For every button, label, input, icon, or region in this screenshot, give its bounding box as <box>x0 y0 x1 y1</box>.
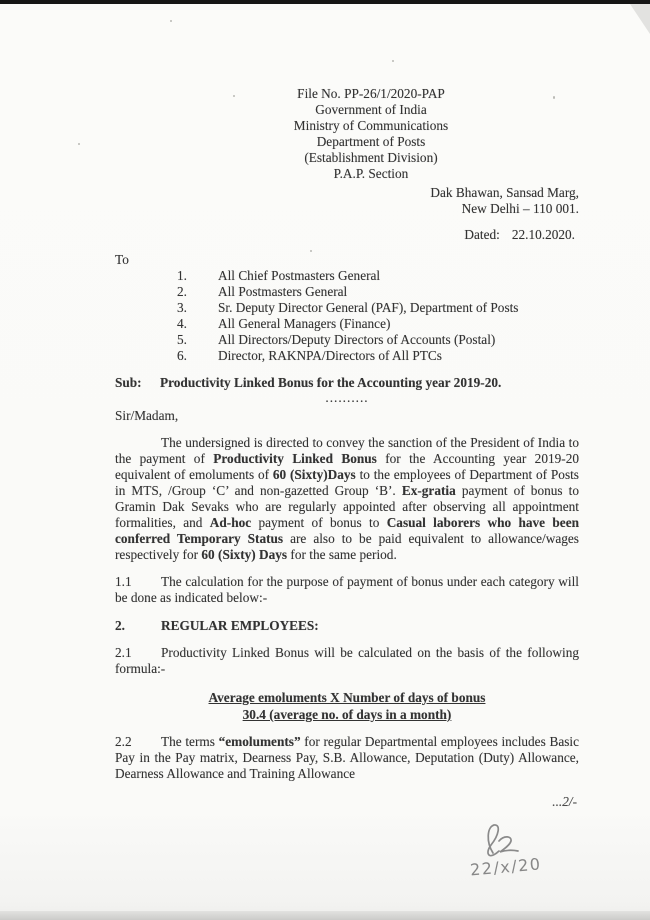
body-paragraph-2-1 <box>115 645 579 677</box>
to-label: To <box>115 252 129 267</box>
recipient-row <box>115 348 579 364</box>
address-line: Dak Bhawan, Sansad Marg, <box>430 185 579 200</box>
office-address <box>115 185 579 217</box>
body-paragraph-1-1 <box>115 574 579 606</box>
recipient-text: Director, RAKNPA/Directors of All PTCs <box>218 348 442 363</box>
subject-text: Productivity Linked Bonus for the Accounting year 2019-20. <box>160 375 502 390</box>
body-paragraph-1: The undersigned is directed to convey the sanction of the President of India to the payment of Productivity Linked Bonus for the Accounting year 2019-20 equivalent of emoluments of 60 (Sixty)Days to the employees of Department of Posts in MTS, /Group ‘C’ and non-gazetted Group ‘B’. Ex-gratia payment of bonus to Gramin Dak Sevaks who are regularly appointed after observing all appointment formalities, and Ad-hoc payment of bonus to Casual laborers who have been conferred Temporary Status are also to be paid equivalent to allowance/wages respectively for 60 (Sixty) Days for the same period. <box>115 435 579 562</box>
org-line: Department of Posts <box>316 134 426 149</box>
formula-denominator: 30.4 (average no. of days in a month) <box>242 707 452 722</box>
paragraph-text: Productivity Linked Bonus will be calculated on the basis of the following formula:- <box>115 645 579 676</box>
formula-block <box>115 689 579 723</box>
recipient-text: Sr. Deputy Director General (PAF), Department of Posts <box>218 300 519 315</box>
org-line: Ministry of Communications <box>293 118 449 133</box>
subject-label: Sub: <box>115 375 142 390</box>
date-line <box>115 227 579 243</box>
recipient-text: All Chief Postmasters General <box>218 268 381 283</box>
paragraph-number: 2.1 <box>115 645 132 660</box>
org-line: P.A.P. Section <box>333 166 409 181</box>
section-heading-2 <box>115 618 579 634</box>
recipient-list <box>115 268 579 364</box>
page-continuation-marker: ...2/- <box>552 794 577 809</box>
page-corner-fold <box>630 4 650 34</box>
paragraph-number: 2. <box>115 618 125 633</box>
paragraph-number: 1.1 <box>115 574 132 589</box>
recipient-number: 6. <box>177 348 187 363</box>
subject-line <box>115 375 579 391</box>
recipient-row <box>115 316 579 332</box>
body-paragraph-2-2 <box>115 734 579 782</box>
date-value: 22.10.2020. <box>511 227 575 242</box>
recipient-row <box>115 332 579 348</box>
heading-text: REGULAR EMPLOYEES: <box>161 618 319 633</box>
file-number: File No. PP-26/1/2020-PAP <box>297 86 445 101</box>
recipient-row <box>115 300 579 316</box>
paragraph-text: The terms “emoluments” for regular Departmental employees includes Basic Pay in the Pay matrix, Dearness Pay, S.B. Allowance, Deputation (Duty) Allowance, Dearness Allowance and Training Allowance <box>115 734 579 781</box>
scan-speck <box>78 143 80 145</box>
paper-edge-top <box>0 0 650 4</box>
salutation: Sir/Madam, <box>115 408 179 423</box>
handwritten-annotation <box>468 820 578 890</box>
scan-speck <box>392 60 394 62</box>
dotted-separator: .......... <box>325 390 369 405</box>
date-label: Dated: <box>464 227 500 242</box>
paragraph-number: 2.2 <box>115 734 132 749</box>
org-line: (Establishment Division) <box>304 150 438 165</box>
recipient-row <box>115 284 579 300</box>
address-line: New Delhi – 110 001. <box>461 201 579 216</box>
recipient-text: All Directors/Deputy Directors of Accounts (Postal) <box>218 332 496 347</box>
letter-body <box>115 86 579 810</box>
recipient-number: 3. <box>177 300 187 315</box>
recipient-number: 4. <box>177 316 187 331</box>
scan-speck <box>170 20 172 22</box>
recipient-number: 1. <box>177 268 187 283</box>
paragraph-text: The calculation for the purpose of payment of bonus under each category will be done as indicated below:- <box>115 574 579 605</box>
formula-numerator: Average emoluments X Number of days of bonus <box>208 690 486 705</box>
recipient-number: 5. <box>177 332 187 347</box>
paper-edge-bottom <box>0 911 650 920</box>
recipient-number: 2. <box>177 284 187 299</box>
handwritten-date: 22/x/20 <box>469 854 543 880</box>
recipient-text: All General Managers (Finance) <box>218 316 391 331</box>
recipient-row <box>115 268 579 284</box>
org-line: Government of India <box>315 102 427 117</box>
letterhead <box>161 86 581 182</box>
recipient-text: All Postmasters General <box>218 284 348 299</box>
